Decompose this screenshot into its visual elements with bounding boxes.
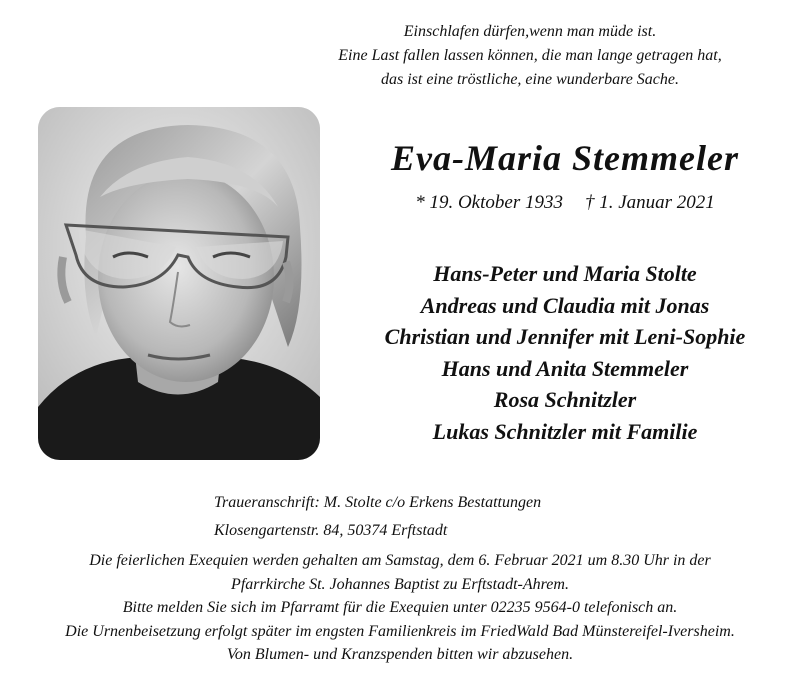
address-line: Klosengartenstr. 84, 50374 Erftstadt — [214, 522, 448, 539]
deceased-name: Eva-Maria Stemmeler — [391, 138, 739, 178]
family-member: Andreas und Claudia mit Jonas — [420, 292, 710, 318]
notice-line: Pfarrkirche St. Johannes Baptist zu Erftstadt-Ahrem. — [231, 575, 569, 593]
quote-line: das ist eine tröstliche, eine wunderbare Sache. — [380, 71, 679, 88]
notice-line: Die Urnenbeisetzung erfolgt später im engsten Familienkreis im FriedWald Bad Münstereifel-Iversheim. — [65, 622, 735, 640]
quote — [330, 20, 730, 92]
family-member: Hans-Peter und Maria Stolte — [433, 261, 697, 286]
family-member: Hans und Anita Stemmeler — [441, 355, 689, 381]
family-member: Lukas Schnitzler mit Familie — [432, 418, 698, 444]
notice-line: Bitte melden Sie sich im Pfarramt für die Exequien unter 02235 9564-0 telefonisch an. — [122, 599, 678, 616]
birth-date: * 19. Oktober 1933 — [415, 192, 563, 213]
family-member: Christian und Jennifer mit Leni-Sophie — [384, 324, 746, 349]
notice-line: Die feierlichen Exequien werden gehalten am Samstag, dem 6. Februar 2021 um 8.30 Uhr in der — [89, 552, 711, 569]
family-member: Rosa Schnitzler — [493, 387, 637, 412]
notice-line: Von Blumen- und Kranzspenden bitten wir abzusehen. — [226, 646, 574, 663]
family-list — [330, 258, 800, 447]
portrait-icon — [38, 107, 320, 460]
quote-line: Eine Last fallen lassen können, die man lange getragen hat, — [338, 47, 722, 64]
quote-line: Einschlafen dürfen,wenn man müde ist. — [403, 23, 657, 40]
funeral-notice — [0, 549, 800, 667]
address-line: Traueranschrift: M. Stolte c/o Erkens Bestattungen — [214, 494, 542, 511]
death-date: † 1. Januar 2021 — [584, 192, 715, 213]
life-dates — [330, 192, 800, 214]
portrait-photo — [38, 107, 320, 460]
mourning-address — [214, 489, 541, 545]
